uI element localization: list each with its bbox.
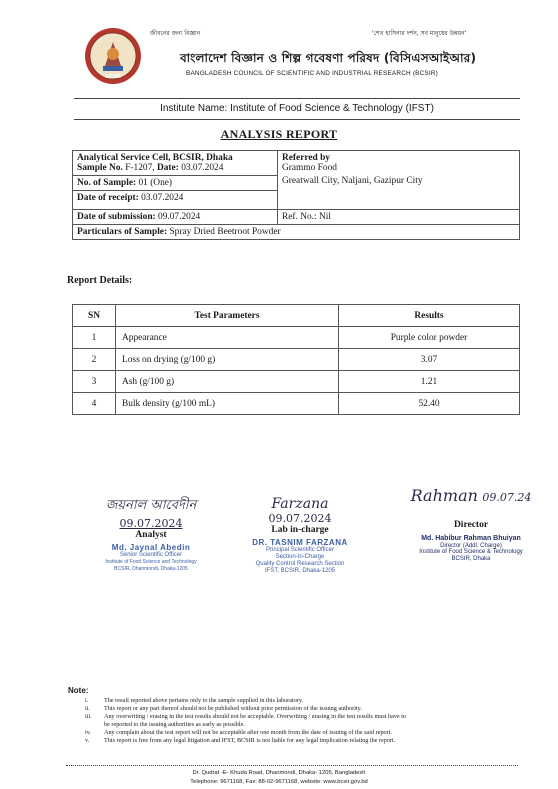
analyst-sign-date: 09.07.2024 <box>119 517 183 530</box>
results-table <box>72 304 520 415</box>
director-sign-date: 09.07.24 <box>482 491 532 504</box>
lab-name: DR. TASNIM FARZANA <box>252 538 348 547</box>
referred-by-cell: Referred by Grammo Food Greatwall City, Naljani, Gazipur City <box>278 151 520 210</box>
receipt-date-cell: Date of receipt: 03.07.2024 <box>73 191 278 210</box>
report-title: ANALYSIS REPORT <box>220 127 338 141</box>
table-row: 2 Loss on drying (g/100 g) 3.07 <box>73 349 520 371</box>
list-item: iii. Any overwriting / erasing in the test results should not be acceptable. Overwriting / erasing in the test results must have to <box>85 713 407 721</box>
analyst-signature-block: জয়নাল আবেদীন 09.07.2024 Analyst Md. Jaynal Abedin Senior Scientific Officer Institute of Food Science and Technology BCSIR, Dhanmondi, Dhaka-1205 <box>82 496 220 573</box>
lab-role: Lab in-charge <box>271 525 329 535</box>
director-name: Md. Habibur Rahman Bhuiyan <box>421 535 521 542</box>
tagline-left: জীবনের জন্য বিজ্ঞান <box>150 30 201 37</box>
lab-incharge-signature-block: Farzana 09.07.2024 Lab in-charge DR. TASNIM FARZANA Principal Scientific Officer Section-In-Charge Quality Control Research Section IFST, BCSIR, Dhaka-1205 <box>232 496 368 575</box>
analyst-signature: জয়নাল আবেদীন <box>105 498 197 513</box>
logo-text: BCSIR <box>105 74 121 80</box>
results-header-row: SN Test Parameters Results <box>73 305 520 327</box>
sample-count-cell: No. of Sample: 01 (One) <box>73 176 278 191</box>
lab-signature: Farzana <box>271 496 329 512</box>
director-role: Director <box>453 520 489 530</box>
service-cell: Analytical Service Cell, BCSIR, Dhaka Sample No. F-1207, Date: 03.07.2024 <box>73 151 278 176</box>
table-row: 3 Ash (g/100 g) 1.21 <box>73 371 520 393</box>
footer-address: Dr. Qudrat -E- Khuda Road, Dhanmondi, Dhaka- 1205, Bangladesh <box>192 770 366 776</box>
list-item: be reported to the issuing authorities as early as possible. <box>104 721 245 729</box>
institute-name: Institute Name: Institute of Food Science & Technology (IFST) <box>74 98 520 120</box>
analyst-role: Analyst <box>135 530 167 540</box>
bcsir-logo <box>83 26 143 86</box>
table-row: 4 Bulk density (g/100 mL) 52.40 <box>73 393 520 415</box>
submission-date-cell: Date of submission: 09.07.2024 <box>73 210 278 225</box>
notes-list <box>85 697 525 746</box>
list-item: v. This report is free from any legal litigation and IFST, BCSIR is not liable for any legal implication relating the report. <box>85 737 396 745</box>
org-name-bn: বাংলাদেশ বিজ্ঞান ও শিল্প গবেষণা পরিষদ (বিসিএসআইআর) <box>180 51 477 65</box>
tagline-right: 'শেখ হাসিনার দর্শন, সব মানুষের উন্নয়ন' <box>372 30 467 37</box>
analyst-name: Md. Jaynal Abedin <box>111 543 191 552</box>
list-item: iv. Any complain about the test report will not be acceptable after one month from the date of issuing of the said report. <box>85 729 392 737</box>
list-item: i. The result reported above pertains only to the sample supplied in this laboratory. <box>85 697 304 704</box>
director-signature: Rahman <box>410 486 478 505</box>
footer-contact: Telephone: 9671168, Fax: 88-02-9671168, website: www.bcsir.gov.bd <box>190 779 368 785</box>
table-row: 1 Appearance Purple color powder <box>73 327 520 349</box>
particulars-cell: Particulars of Sample: Spray Dried Beetroot Powder <box>73 225 520 240</box>
org-name-en: BANGLADESH COUNCIL OF SCIENTIFIC AND INDUSTRIAL RESEARCH (BCSIR) <box>186 70 439 77</box>
note-title: Note: <box>68 686 89 695</box>
director-signature-block: Rahman 09.07.24 Director Md. Habibur Rahman Bhuiyan Director (Addl. Charge) Institute of Food Science & Technology BCSIR, Dhaka <box>406 486 536 562</box>
report-details-label: Report Details: <box>67 275 133 286</box>
ref-no-cell: Ref. No.: Nil <box>278 210 520 225</box>
lab-sign-date: 09.07.2024 <box>268 512 332 525</box>
footer-divider <box>66 765 518 766</box>
list-item: ii. This report or any part thereof should not be published without prior permission of the issuing authority. <box>85 705 362 713</box>
sample-info-table <box>72 150 520 240</box>
